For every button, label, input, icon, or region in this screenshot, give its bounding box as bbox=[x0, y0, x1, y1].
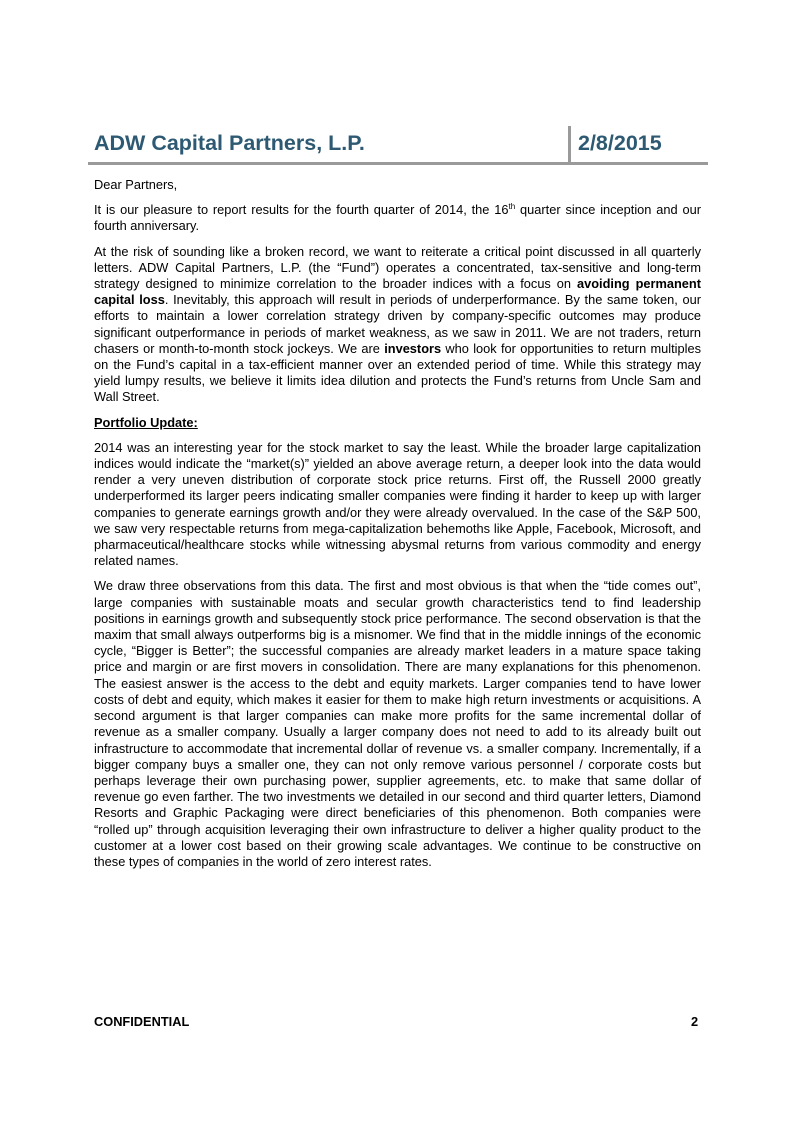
emphasis-investors: investors bbox=[384, 340, 442, 356]
strategy-paragraph: At the risk of sounding like a broken record, we want to reiterate a critical point discussed in all quarterly letters. ADW Capital Partners, L.P. (the “Fund”) operates a concentrated, tax-sensitive and long-term strategy designed to minimize correlation to the broader indices with a focus on avoiding permanent capital loss. Inevitably, this approach will result in periods of underperformance. By the same token, our efforts to maintain a lower correlation strategy driven by company-specific outcomes may produce significant outperformance in periods of market weakness, as we saw in 2011. We are not traders, return chasers or month-to-month stock jockeys. We are investors who look for opportunities to return multiples on the Fund’s capital in a tax-efficient manner over an extended period of time. While this strategy may yield lumpy results, we believe it limits idea dilution and protects the Fund’s returns from Uncle Sam and Wall Street. bbox=[94, 243, 701, 405]
section-heading-portfolio-update: Portfolio Update: bbox=[94, 414, 198, 430]
letter-header bbox=[94, 126, 708, 164]
intro-paragraph: It is our pleasure to report results for the fourth quarter of 2014, the 16th quarter since inception and our fourth anniversary. bbox=[94, 202, 701, 234]
observations-paragraph: We draw three observations from this data. The first and most obvious is that when the “tide comes out”, large companies with sustainable moats and secular growth characteristics tend to find leadership positions in earnings growth and subsequently stock price performance. The second observation is that the maxim that small always outperforms big is a misnomer. We find that in the middle innings of the economic cycle, “Bigger is Better”; the successful companies are already market leaders in a mature space taking price and margin or are first movers in consolidation. There are many explanations for this phenomenon. The easiest answer is the access to the debt and equity markets. Larger companies tend to have lower costs of debt and equity, which makes it easier for them to make high return investments or acquisitions. A second argument is that larger companies can make more profits for the same incremental dollar of revenue as a smaller company. Usually a larger company does not need to add to its already built out infrastructure to accommodate that incremental dollar of revenue vs. a smaller company. Incrementally, if a bigger company buys a smaller one, they can not only remove various personnel / corporate costs but perhaps leverage their own purchasing power, supplier agreements, etc. to make that same dollar of revenue go even farther. The two investments we detailed in our second and third quarter letters, Diamond Resorts and Graphic Packaging were direct beneficiaries of this phenomenon. Both companies were “rolled up” through acquisition leveraging their own infrastructure to deliver a higher quality product to the customer at a lower cost based on their growing scale advantages. We continue to be constructive on these types of companies in the world of zero interest rates. bbox=[94, 578, 701, 869]
confidential-label: CONFIDENTIAL bbox=[94, 1014, 190, 1029]
letter-body bbox=[94, 177, 701, 879]
salutation: Dear Partners, bbox=[94, 177, 178, 192]
header-rule bbox=[88, 162, 708, 165]
firm-name: ADW Capital Partners, L.P. bbox=[94, 131, 365, 155]
market-paragraph: 2014 was an interesting year for the stock market to say the least. While the broader large capitalization indices would indicate the “market(s)” yielded an above average return, a deeper look into the data would render a very uneven distribution of corporate stock price returns. First off, the Russell 2000 greatly underperformed its larger peers indicating smaller companies were finding it harder to keep up with larger companies to generate earnings growth and/or they were already overvalued. In the case of the S&P 500, we saw very respectable returns from mega-capitalization behemoths like Apple, Facebook, Microsoft, and pharmaceutical/healthcare stocks while witnessing abysmal returns from various commodity and energy related names. bbox=[94, 439, 701, 569]
header-divider bbox=[568, 126, 571, 163]
page-number: 2 bbox=[691, 1014, 699, 1029]
emphasis-capital-loss: avoiding permanent capital loss bbox=[94, 276, 701, 308]
letter-date: 2/8/2015 bbox=[578, 131, 662, 155]
ordinal-superscript: th bbox=[508, 202, 516, 212]
